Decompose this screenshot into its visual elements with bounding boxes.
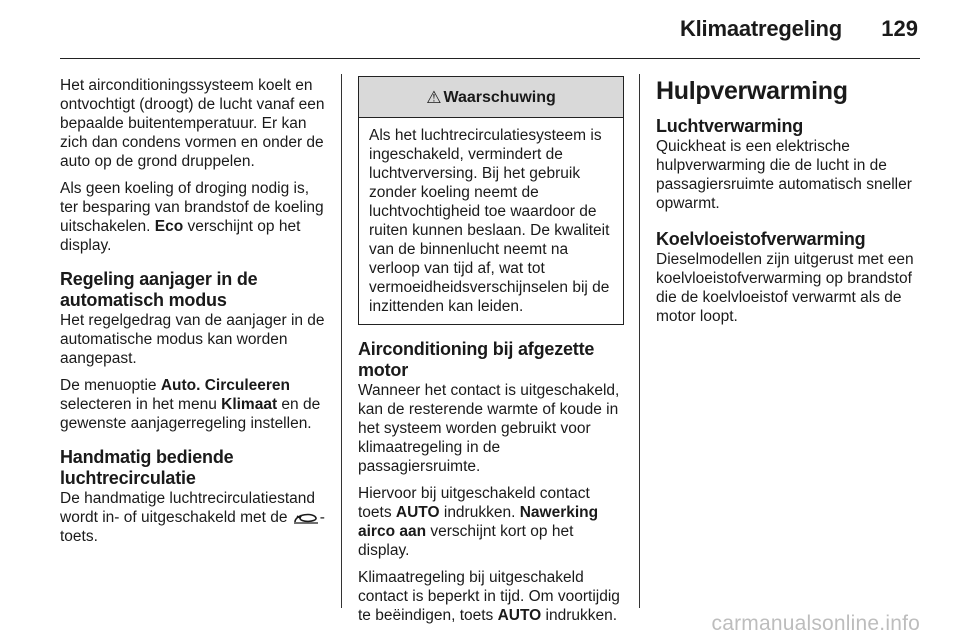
paragraph [60,376,328,433]
text: indrukken. [541,607,618,624]
bold-term: AUTO [395,504,440,521]
column-3 [656,76,924,334]
section-title-auxiliary-heating: Hulpverwarming [656,77,848,105]
warning-title: Waarschuwing [443,88,556,106]
column-1 [60,76,328,554]
page-header [60,0,920,59]
section-heading-recirculation: Handmatig bediende luchtrecirculatie [60,447,234,488]
bold-term: AUTO [497,607,542,624]
text: Klimaatregeling bij uitgeschakeld contact is beperkt in tijd. Om voortijdig te beëindigen, toets [358,569,620,624]
text: De handmatige luchtrecirculatiestand wordt in- of uitgeschakeld met de [60,490,316,526]
paragraph [60,489,328,546]
watermark: carmanualsonline.info [711,612,920,635]
text: indrukken. [439,504,520,521]
paragraph: Dieselmodellen zijn uitgerust met een koelvloeistofverwarming op brandstof die de koelvloeistof verwarmt als de motor loopt. [656,251,914,325]
text: selecteren in het menu [60,396,222,413]
column-2 [358,76,624,633]
paragraph: Het airconditioningssysteem koelt en ontvochtigt (droogt) de lucht vanaf een bepaalde buitentemperatuur. Er kan zich dan condens vormen en onder de auto op de grond druppelen. [60,77,325,170]
column-divider [639,74,640,608]
bold-term: Klimaat [221,396,278,413]
page-title: Klimaatregeling [679,16,842,41]
subsection-heading-coolant-heating: Koelvloeistofverwarming [656,229,866,249]
paragraph [358,568,624,625]
text: verschijnt op het display. [60,218,301,254]
text: Als geen koeling of droging nodig is, ter besparing van brandstof de koeling uitschakelen. [60,180,324,235]
subsection-heading-air-heating: Luchtverwarming [656,116,804,136]
warning-text: Als het luchtrecirculatiesysteem is ingeschakeld, vermindert de luchtverversing. Bij het gebruik zonder koeling neemt de luchtvochtigheid toe waardoor de ruiten kunnen beslaan. De kwaliteit van de binnenlucht neemt na verloop van tijd af, wat tot vermoeidheidsverschijnselen bij de inzittenden kan leiden. [369,127,610,315]
page-number: 129 [881,16,918,41]
bold-term: Eco [154,218,184,235]
paragraph [60,179,328,255]
paragraph: Het regelgedrag van de aanjager in de automatische modus kan worden aangepast. [60,312,325,367]
section-heading-ac: Airconditioning bij afgezette motor [358,339,595,380]
paragraph [358,484,624,560]
text: Hiervoor bij uitgeschakeld contact toets [358,485,590,521]
paragraph: Quickheat is een elektrische hulpverwarming die de lucht in de passagiersruimte automatisch sneller opwarmt. [656,138,912,212]
warning-header [359,77,623,118]
bold-term: Auto. Circuleeren [160,377,291,394]
bold-term: Nawerking airco aan [358,504,599,540]
text: De menuoptie [60,377,161,394]
recirculation-icon [292,511,320,525]
warning-box [358,76,624,325]
text: -toets. [60,509,325,545]
warning-triangle-icon: ⚠ [426,87,442,107]
text: verschijnt kort op het display. [358,523,574,559]
section-heading-fan: Regeling aanjager in de automatisch modus [60,269,258,310]
paragraph: Wanneer het contact is uitgeschakeld, kan de resterende warmte of koude in het systeem worden gebruikt voor klimaatregeling in de passagiersruimte. [358,382,620,475]
column-divider [341,74,342,608]
text: en de gewenste aanjagerregeling instellen. [60,396,321,432]
